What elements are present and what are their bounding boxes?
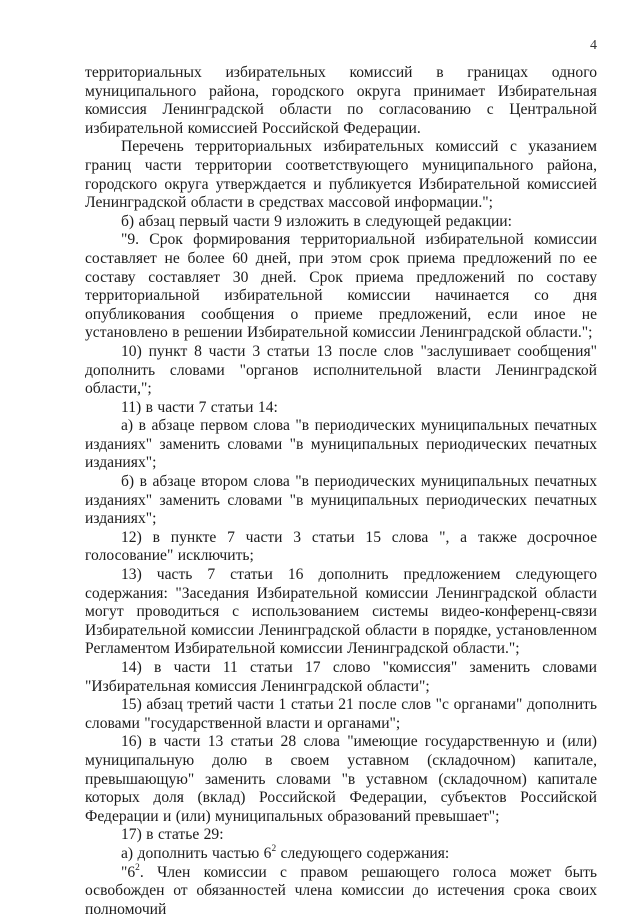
paragraph-with-superscript: [85, 845, 597, 864]
paragraph: "9. Срок формирования территориальной избирательной комиссии составляет не более 60 дней, при этом срок приема предложений по ее составу составляет 30 дней. Срок приема предложений по составу территориальной избирательной комиссии начинается со дня опубликования сообщения о приеме предложений, если иное не установлено в решении Избирательной комиссии Ленинградской области.";: [85, 231, 597, 342]
paragraph: 15) абзац третий части 1 статьи 21 после слов "с органами" дополнить словами "государственной власти и органами";: [85, 696, 597, 732]
text-segment: . Член комиссии с правом решающего голоса может быть освобожден от обязанностей члена комиссии до истечения срока своих полномочий: [85, 863, 597, 918]
paragraph: 16) в части 13 статьи 28 слова "имеющие государственную и (или) муниципальную долю в своем уставном (складочном) капитале, превышающую" заменить словами "в уставном (складочном) капитале которых доля (вклад) Российской Федерации, субъектов Российской Федерации и (или) муниципальных образований превышает";: [85, 733, 597, 825]
paragraph: 11) в части 7 статьи 14:: [121, 398, 278, 416]
paragraph: 14) в части 11 статьи 17 слово "комиссия" заменить словами "Избирательная комиссия Ленинградской области";: [85, 659, 597, 695]
paragraph: б) абзац первый части 9 изложить в следующей редакции:: [121, 212, 512, 230]
paragraph: 13) часть 7 статьи 16 дополнить предложением следующего содержания: "Заседания Избирательной комиссии Ленинградской области могут проводиться с использованием системы видео-конференц-связи Избирательной комиссии Ленинградской области в порядке, установленном Регламентом Избирательной комиссии Ленинградской области.";: [85, 566, 597, 658]
document-body: [85, 64, 597, 919]
text-segment: следующего содержания:: [276, 844, 450, 862]
page-number: 4: [590, 38, 597, 53]
superscript: 2: [271, 843, 277, 854]
text-segment: "6: [121, 863, 136, 881]
text-segment: а) дополнить частью 6: [121, 844, 272, 862]
paragraph: б) в абзаце втором слова "в периодических муниципальных печатных изданиях" заменить словами "в муниципальных периодических печатных изданиях";: [85, 473, 597, 528]
paragraph: 12) в пункте 7 части 3 статьи 15 слова ", а также досрочное голосование" исключить;: [85, 528, 597, 565]
paragraph-with-superscript: [85, 864, 597, 919]
paragraph: 10) пункт 8 части 3 статьи 13 после слов "заслушивает сообщения" дополнить словами "органов исполнительной власти Ленинградской области,";: [85, 342, 597, 398]
paragraph: территориальных избирательных комиссий в границах одного муниципального района, городского округа принимает Избирательная комиссия Ленинградской области по согласованию с Центральной избирательной комиссией Российской Федерации.: [85, 64, 597, 137]
paragraph: а) в абзаце первом слова "в периодических муниципальных печатных изданиях" заменить словами "в муниципальных периодических печатных изданиях";: [85, 417, 597, 472]
superscript: 2: [135, 862, 140, 873]
paragraph: Перечень территориальных избирательных комиссий с указанием границ части территории соответствующего муниципального района, городского округа утверждается и публикуется Избирательной комиссией Ленинградской области в средствах массовой информации.";: [85, 138, 597, 212]
paragraph: 17) в статье 29:: [121, 826, 224, 844]
